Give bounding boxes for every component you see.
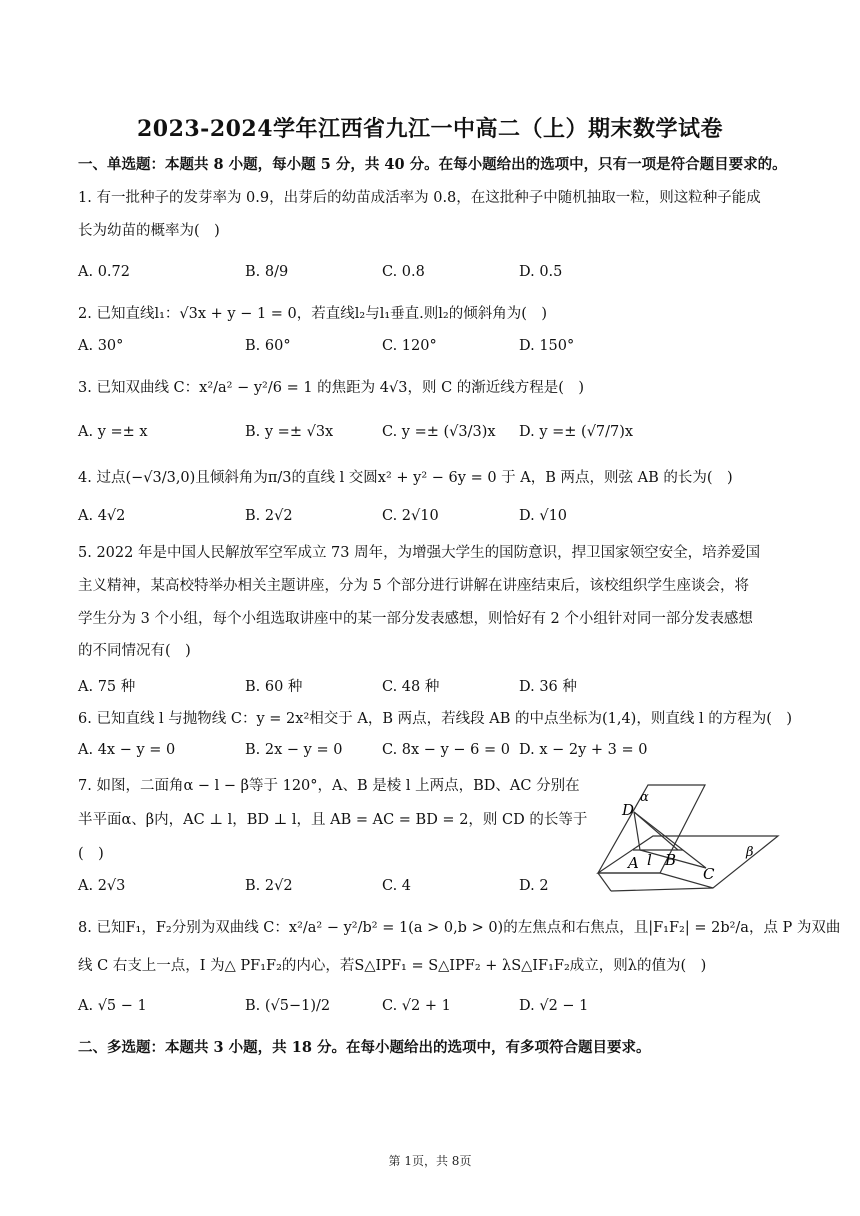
q4-options — [78, 508, 778, 528]
q3-stem: 3. 已知双曲线 C：x²/a² − y²/6 = 1 的焦距为 4√3，则 C 的渐近线方程是( ) — [78, 380, 585, 396]
option-a: A. 2√3 — [78, 878, 126, 894]
option-b: B. 2x − y = 0 — [245, 742, 343, 758]
option-d: D. 150° — [519, 338, 575, 354]
option-c: C. 48 种 — [382, 679, 440, 695]
q1-options — [78, 264, 778, 284]
option-b: B. (√5−1)/2 — [245, 998, 331, 1014]
q4-stem: 4. 过点(−√3/3,0)且倾斜角为π/3的直线 l 交圆x² + y² − 6y = 0 于 A，B 两点，则弦 AB 的长为( ) — [78, 470, 733, 486]
q5-stem-line2: 主义精神，某高校特举办相关主题讲座，分为 5 个部分进行讲解在讲座结束后，该校组织学生座谈会，将 — [78, 578, 749, 594]
option-d: D. 0.5 — [519, 264, 563, 280]
q6-options — [78, 742, 778, 762]
q7-stem-line1: 7. 如图，二面角α − l − β等于 120°，A、B 是棱 l 上两点，BD、AC 分别在 — [78, 778, 580, 794]
option-c: C. 8x − y − 6 = 0 — [382, 742, 510, 758]
option-a: A. 0.72 — [78, 264, 130, 280]
option-c: C. 0.8 — [382, 264, 425, 280]
section-header-multiple-choice: 二、多选题：本题共 3 小题，共 18 分。在每小题给出的选项中，有多项符合题目要求。 — [78, 1039, 651, 1056]
option-b: B. 2√2 — [245, 878, 293, 894]
label-alpha: α — [640, 790, 649, 805]
option-a: A. √5 − 1 — [78, 998, 147, 1014]
q8-options — [78, 998, 778, 1018]
section-header-single-choice: 一、单选题：本题共 8 小题，每小题 5 分，共 40 分。在每小题给出的选项中，只有一项是符合题目要求的。 — [78, 156, 787, 173]
page-footer: 第 1页，共 8页 — [388, 1154, 472, 1168]
option-b: B. 60 种 — [245, 679, 303, 695]
label-beta: β — [746, 845, 754, 860]
q1-stem-line2: 长为幼苗的概率为( ) — [78, 223, 220, 239]
q3-options — [78, 424, 778, 444]
option-a: A. 75 种 — [78, 679, 136, 695]
option-a: A. 30° — [78, 338, 124, 354]
q2-stem: 2. 已知直线l₁：√3x + y − 1 = 0，若直线l₂与l₁垂直.则l₂的倾斜角为( ) — [78, 306, 548, 322]
label-a: A — [628, 854, 639, 872]
q5-stem-line3: 学生分为 3 个小组，每个小组选取讲座中的某一部分发表感想，则恰好有 2 个小组针对同一部分发表感想 — [78, 611, 753, 627]
label-b: B — [665, 851, 677, 869]
q2-options — [78, 338, 778, 358]
option-b: B. y =± √3x — [245, 424, 334, 440]
q7-stem-line3: ( ) — [78, 846, 104, 862]
page-title: 2023-2024学年江西省九江一中高二（上）期末数学试卷 — [136, 116, 724, 142]
option-b: B. 8/9 — [245, 264, 289, 280]
option-a: A. 4x − y = 0 — [78, 742, 176, 758]
option-a: A. y =± x — [78, 424, 148, 440]
label-d: D — [622, 801, 635, 819]
option-d: D. y =± (√7/7)x — [519, 424, 634, 440]
q5-stem-line1: 5. 2022 年是中国人民解放军空军成立 73 周年，为增强大学生的国防意识，捍卫国家领空安全，培养爱国 — [78, 545, 761, 561]
q5-stem-line4: 的不同情况有( ) — [78, 643, 191, 659]
label-l: l — [647, 851, 652, 869]
option-d: D. √10 — [519, 508, 568, 524]
q1-stem-line1: 1. 有一批种子的发芽率为 0.9，出芽后的幼苗成活率为 0.8，在这批种子中随机抽取一粒，则这粒种子能成 — [78, 190, 761, 206]
option-d: D. √2 − 1 — [519, 998, 589, 1014]
option-b: B. 60° — [245, 338, 291, 354]
option-d: D. 2 — [519, 878, 549, 894]
dihedral-angle-figure — [578, 770, 783, 896]
option-c: C. 4 — [382, 878, 412, 894]
option-d: D. x − 2y + 3 = 0 — [519, 742, 648, 758]
option-c: C. 2√10 — [382, 508, 439, 524]
label-c: C — [703, 865, 715, 883]
option-c: C. 120° — [382, 338, 437, 354]
plane-beta — [598, 836, 778, 888]
option-a: A. 4√2 — [78, 508, 126, 524]
q6-stem: 6. 已知直线 l 与抛物线 C：y = 2x²相交于 A，B 两点，若线段 AB 的中点坐标为(1,4)，则直线 l 的方程为( ) — [78, 711, 793, 727]
option-c: C. √2 + 1 — [382, 998, 451, 1014]
q7-stem-line2: 半平面α、β内，AC ⊥ l，BD ⊥ l，且 AB = AC = BD = 2，则 CD 的长等于 — [78, 812, 588, 828]
option-c: C. y =± (√3/3)x — [382, 424, 496, 440]
q8-stem-line1: 8. 已知F₁，F₂分别为双曲线 C：x²/a² − y²/b² = 1(a > 0,b > 0)的左焦点和右焦点，且|F₁F₂| = 2b²/a，点 P 为双曲 — [78, 920, 841, 936]
q5-options — [78, 675, 778, 695]
option-d: D. 36 种 — [519, 679, 577, 695]
q8-stem-line2: 线 C 右支上一点，I 为△ PF₁F₂的内心，若S△IPF₁ = S△IPF₂ + λS△IF₁F₂成立，则λ的值为( ) — [78, 958, 707, 974]
option-b: B. 2√2 — [245, 508, 293, 524]
